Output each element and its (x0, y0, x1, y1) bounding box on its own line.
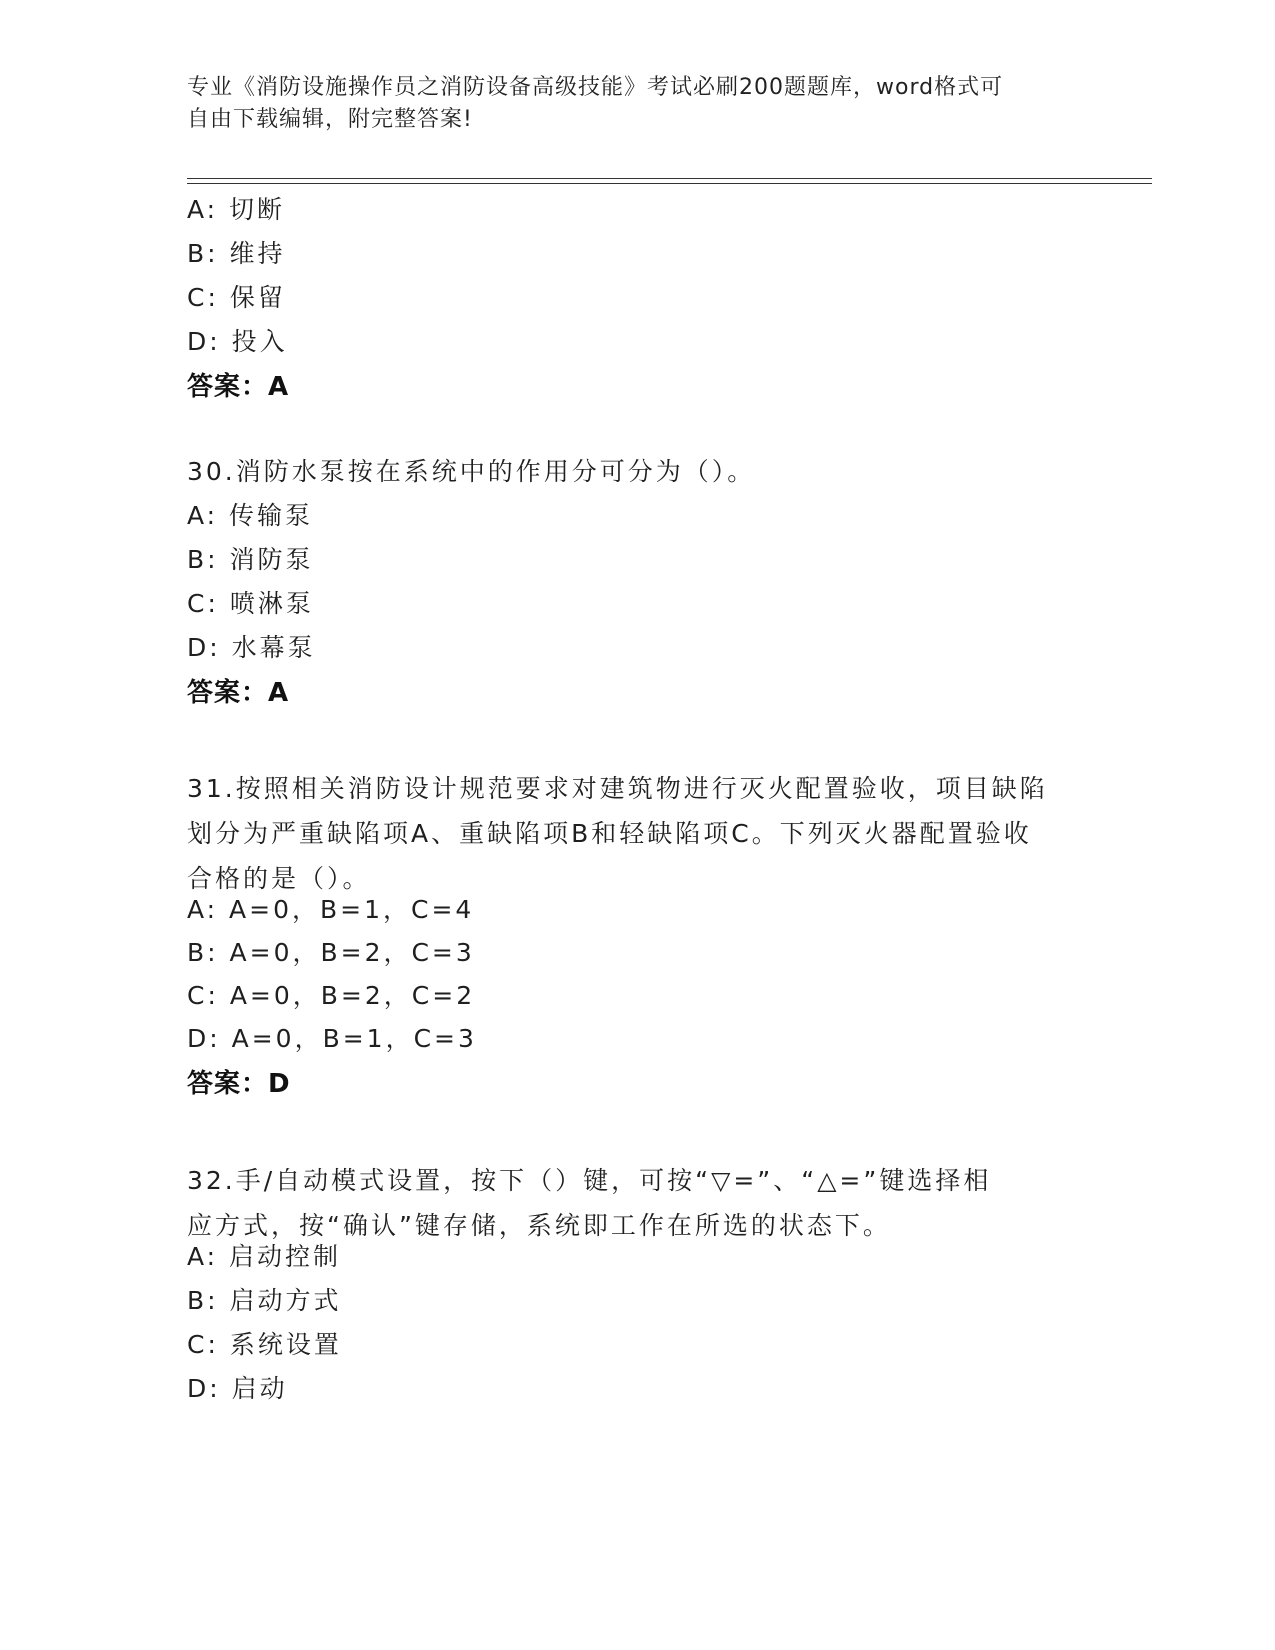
header-divider-top (187, 178, 1152, 179)
q30-option-c: C: 喷淋泵 (187, 589, 314, 618)
q32-option-a: A: 启动控制 (187, 1242, 342, 1271)
q31-answer: 答案：D (187, 1069, 291, 1099)
q29-answer: 答案：A (187, 372, 290, 402)
q30-answer: 答案：A (187, 678, 290, 708)
header-line-2: 自由下载编辑，附完整答案! (187, 107, 473, 132)
q30-option-b: B: 消防泵 (187, 545, 314, 574)
q29-option-c: C: 保留 (187, 283, 286, 312)
q30-option-d: D: 水幕泵 (187, 633, 316, 662)
q30-option-a: A: 传输泵 (187, 501, 314, 530)
q29-option-a: A: 切断 (187, 195, 286, 224)
q31-option-b: B: A=0，B=2，C=3 (187, 938, 475, 967)
q31-question-line-1: 31.按照相关消防设计规范要求对建筑物进行灭火配置验收，项目缺陷 (187, 774, 1048, 803)
q29-option-d: D: 投入 (187, 327, 288, 356)
document-header (187, 72, 1067, 136)
q31-question-line-2: 划分为严重缺陷项A、重缺陷项B和轻缺陷项C。下列灭火器配置验收 (187, 819, 1032, 848)
q32-option-b: B: 启动方式 (187, 1286, 342, 1315)
q32-option-d: D: 启动 (187, 1374, 288, 1403)
header-divider-bottom (187, 183, 1152, 184)
q29-option-b: B: 维持 (187, 239, 286, 268)
q31-option-c: C: A=0，B=2，C=2 (187, 981, 476, 1010)
q32-question-line-1: 32.手/自动模式设置，按下（）键，可按“▽=”、“△=”键选择相 (187, 1166, 992, 1195)
q30-question: 30.消防水泵按在系统中的作用分可分为（）。 (187, 457, 756, 486)
q32-question-line-2: 应方式，按“确认”键存储，系统即工作在所选的状态下。 (187, 1211, 891, 1240)
q32-question (187, 1158, 1077, 1248)
q31-question-line-3: 合格的是（）。 (187, 864, 371, 893)
q31-option-a: A: A=0，B=1，C=4 (187, 895, 475, 924)
q31-question (187, 766, 1077, 901)
q31-option-d: D: A=0，B=1，C=3 (187, 1024, 477, 1053)
q32-option-c: C: 系统设置 (187, 1330, 342, 1359)
header-line-1: 专业《消防设施操作员之消防设备高级技能》考试必刷200题题库，word格式可 (187, 75, 1004, 100)
